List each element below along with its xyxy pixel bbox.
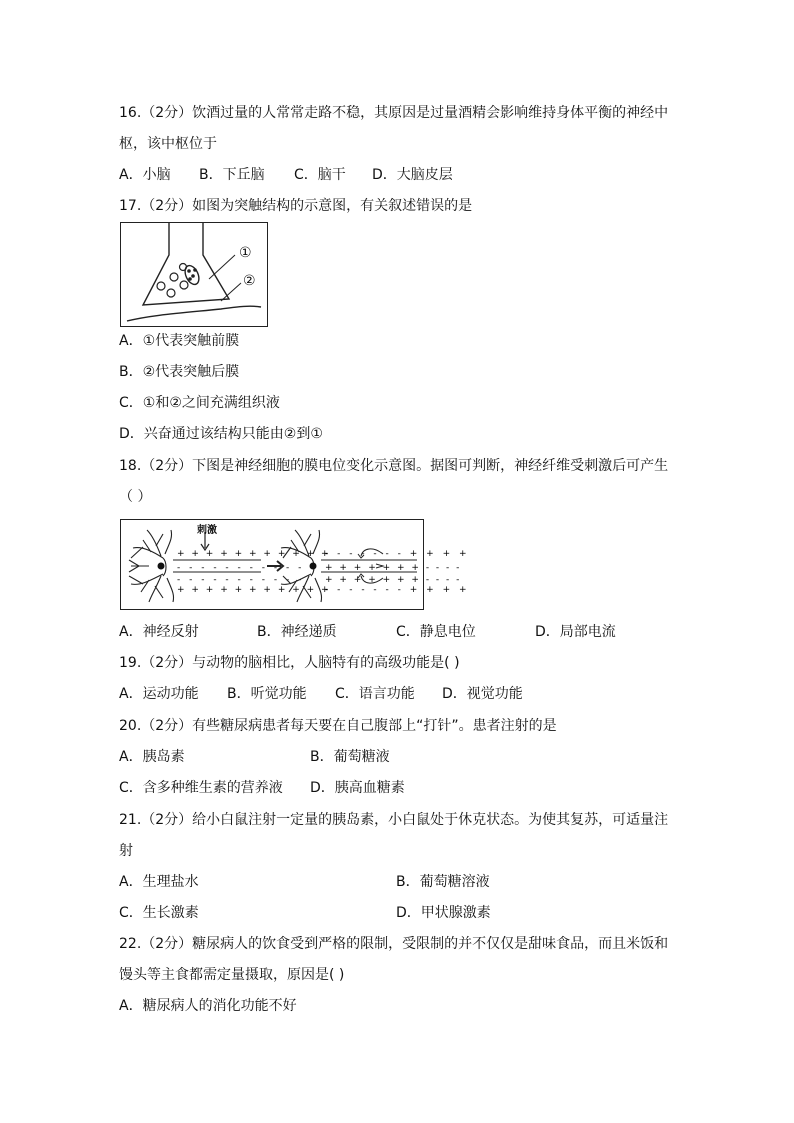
- q18-option-c: C．静息电位: [396, 624, 476, 640]
- q17-option-d: D．兴奋通过该结构只能由②到①: [119, 426, 323, 442]
- q17-option-a: A．①代表突触前膜: [119, 333, 240, 349]
- q21-stem-line2: 射: [119, 843, 133, 859]
- q17-option-b: B．②代表突触后膜: [119, 364, 240, 380]
- q18-stem-line2: （ ）: [119, 489, 152, 505]
- q17-option-c: C．①和②之间充满组织液: [119, 395, 280, 411]
- q17-stem: 17.（2分）如图为突触结构的示意图，有关叙述错误的是: [119, 198, 473, 214]
- synapse-figure: [120, 222, 268, 327]
- q22-stem-line1: 22.（2分）糖尿病人的饮食受到严格的限制，受限制的并不仅仅是甜味食品，而且米饭和: [119, 936, 669, 952]
- q20-stem: 20.（2分）有些糖尿病患者每天要在自己腹部上“打针”。患者注射的是: [119, 718, 557, 734]
- q16-option-b: B．下丘脑: [199, 167, 265, 183]
- stimulus-label: 刺激: [197, 525, 217, 536]
- q22-option-a: A．糖尿病人的消化功能不好: [119, 998, 297, 1014]
- svg-text:+ + + + + + + + + + +: + + + + + + + + + + +: [177, 585, 331, 595]
- synapse-label-1: ①: [239, 245, 252, 261]
- q20-option-b: B．葡萄糖液: [310, 749, 390, 765]
- q19-option-a: A．运动功能: [119, 686, 199, 702]
- q19-option-d: D．视觉功能: [442, 686, 523, 702]
- q21-option-d: D．甲状腺激素: [396, 905, 491, 921]
- svg-text:- - - - - - - + + + +: - - - - - - - + + + +: [325, 549, 470, 559]
- q18-option-a: A．神经反射: [119, 624, 199, 640]
- q18-stem-line1: 18.（2分）下图是神经细胞的膜电位变化示意图。据图可判断，神经纤维受刺激后可产生: [119, 458, 669, 474]
- q16-stem-line2: 枢，该中枢位于: [119, 136, 217, 152]
- q19-option-b: B．听觉功能: [227, 686, 307, 702]
- q18-option-b: B．神经递质: [257, 624, 337, 640]
- q20-option-c: C．含多种维生素的营养液: [119, 780, 283, 796]
- q21-option-c: C．生长激素: [119, 905, 199, 921]
- q16-option-c: C．脑干: [294, 167, 346, 183]
- svg-text:+ + + + + + + + + + +: + + + + + + + + + + +: [177, 549, 331, 559]
- q16-option-d: D．大脑皮层: [372, 167, 453, 183]
- svg-text:- - - - - - - - - - -: - - - - - - - - - - -: [177, 563, 305, 573]
- synapse-label-2: ②: [243, 273, 256, 289]
- membrane-potential-diagram: [121, 520, 470, 609]
- svg-text:- - - - - - - - - - -: - - - - - - - - - - -: [177, 575, 305, 585]
- q21-option-a: A．生理盐水: [119, 874, 199, 890]
- q20-option-a: A．胰岛素: [119, 749, 185, 765]
- svg-text:- - - - - - - + + + +: - - - - - - - + + + +: [325, 585, 470, 595]
- q22-stem-line2: 馒头等主食都需定量摄取，原因是( ): [119, 967, 345, 983]
- q21-stem-line1: 21.（2分）给小白鼠注射一定量的胰岛素，小白鼠处于休克状态。为使其复苏，可适量注: [119, 812, 669, 828]
- q21-option-b: B．葡萄糖溶液: [396, 874, 490, 890]
- q16-stem-line1: 16.（2分）饮酒过量的人常常走路不稳，其原因是过量酒精会影响维持身体平衡的神经中: [119, 105, 669, 121]
- q20-option-d: D．胰高血糖素: [310, 780, 405, 796]
- q16-option-a: A．小脑: [119, 167, 171, 183]
- svg-text:+ + + + + + + - - - -: + + + + + + + - - - -: [325, 563, 462, 573]
- membrane-potential-figure: [120, 519, 470, 610]
- svg-text:+ + + + + + + - - - -: + + + + + + + - - - -: [325, 575, 462, 585]
- q19-stem: 19.（2分）与动物的脑相比，人脑特有的高级功能是( ): [119, 655, 460, 671]
- q19-option-c: C．语言功能: [335, 686, 415, 702]
- q18-option-d: D．局部电流: [535, 624, 616, 640]
